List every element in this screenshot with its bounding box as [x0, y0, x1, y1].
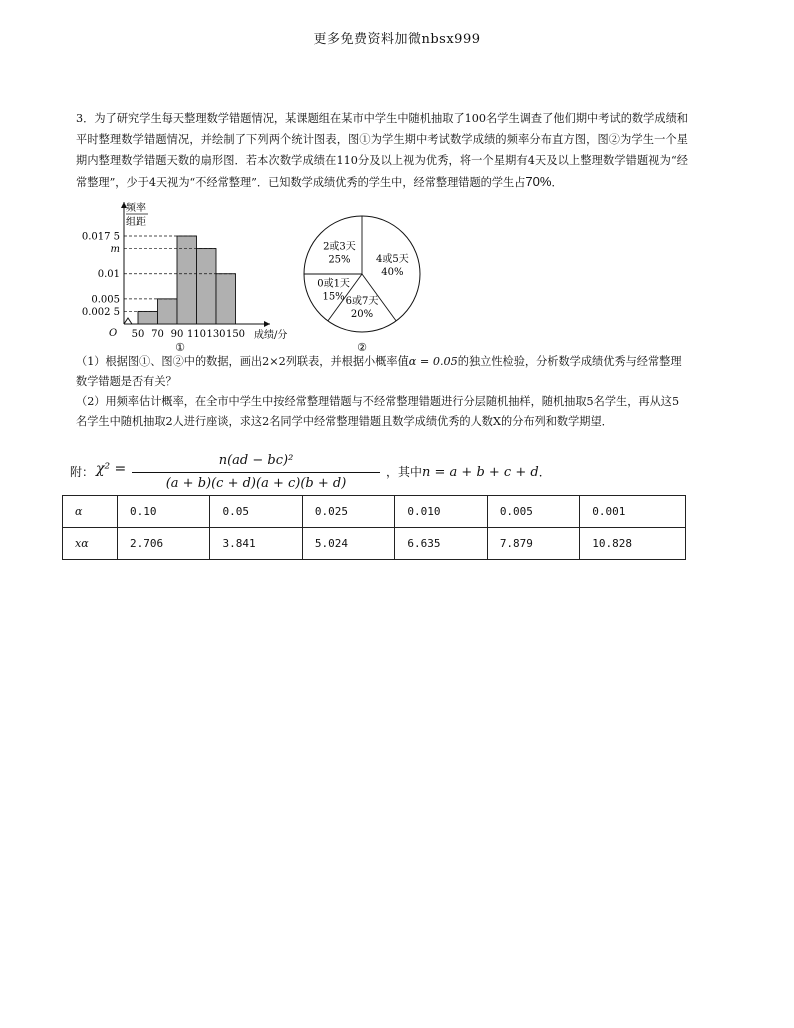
- table-cell: 0.10: [118, 496, 210, 528]
- table-cell: 3.841: [210, 528, 302, 560]
- table-cell: 0.001: [580, 496, 686, 528]
- q1-before: （1）根据图①、图②中的数据，画出2×2列联表，并根据小概率值: [76, 355, 409, 368]
- histogram-bar: [216, 274, 236, 324]
- table-cell: 0.05: [210, 496, 302, 528]
- x-tick-label: 70: [151, 329, 164, 340]
- formula-label: 附：: [70, 465, 95, 479]
- pie-slice-percent: 25%: [328, 254, 351, 266]
- origin-label: O: [109, 328, 118, 339]
- table-cell: 2.706: [118, 528, 210, 560]
- y-tick-label: 0.005: [91, 294, 120, 306]
- table-row: [63, 528, 686, 560]
- problem-intro: 为了研究学生每天整理数学错题情况，某课题组在某市中学生中随机抽取了100名学生调查了他们期中考试的数学成绩和平时整理数学错题情况，并绘制了下列两个统计图表，图①为学生期中考试数学成绩的频率分布直方图，图②为学生一个星期内整理数学错题天数的扇形图．若本次数学成绩在110分及以上视为优秀，将一个星期有4天及以上整理数学错题视为“经常整理”，少于4天视为“不经常整理”．已知数学成绩优秀的学生中，经常整理错题的学生占: [76, 112, 688, 189]
- figures: [70, 196, 450, 356]
- pie-slice-percent: 20%: [350, 308, 374, 320]
- axis-break: [124, 318, 132, 324]
- pie-caption: ②: [357, 341, 367, 354]
- histogram-caption: ①: [175, 341, 185, 354]
- page-header: 更多免费资料加微nbsx999: [313, 32, 481, 47]
- y-axis-label-bottom: 组距: [126, 217, 146, 228]
- x-tick-label: 130: [206, 329, 226, 340]
- fraction-bar: [132, 472, 380, 473]
- pie-chart: [304, 216, 420, 354]
- y-tick-label: 0.01: [97, 269, 120, 281]
- pie-slice-label: 4或5天: [375, 254, 409, 266]
- table-head-alpha: α: [63, 496, 118, 528]
- q2-text: （2）用频率估计概率，在全市中学生中按经常整理错题与不经常整理错题进行分层随机抽样，随机抽取5名学生，再从这5名学生中随机抽取2人进行座谈，求这2名同学中经常整理错题且数学成绩优秀的人数X的分布列和数学期望．: [76, 395, 680, 428]
- table-cell: 0.005: [487, 496, 579, 528]
- table-cell: 10.828: [580, 528, 686, 560]
- x-tick-label: 150: [225, 329, 246, 340]
- problem-number: 3．: [76, 112, 95, 125]
- q1-after: 的独立性检验，分析数学成绩优秀与经常整理数学错题是否有关？: [76, 355, 682, 388]
- formula-fraction: [132, 452, 380, 493]
- x-axis-label: 成绩/分: [254, 330, 288, 341]
- formula-chi: χ² =: [96, 461, 127, 477]
- x-tick-label: 110: [186, 329, 207, 340]
- table-cell: 6.635: [395, 528, 487, 560]
- y-tick-label: 0.017 5: [81, 231, 120, 243]
- x-tick-label: 50: [131, 329, 145, 340]
- y-tick-label: m: [110, 244, 120, 256]
- histogram-bar: [138, 311, 158, 324]
- table-cell: 0.010: [395, 496, 487, 528]
- figures-svg: [70, 196, 450, 356]
- table-cell: 5.024: [302, 528, 394, 560]
- critical-value-table: [62, 495, 686, 560]
- intro-end: ．: [551, 176, 563, 189]
- intro-value: 70%: [525, 174, 552, 189]
- table-cell: 0.025: [302, 496, 394, 528]
- pie-slice-label: 0或1天: [317, 278, 350, 290]
- formula-tail-prefix: ，其中: [386, 465, 423, 479]
- formula-numerator: n(ad − bc)²: [218, 453, 294, 468]
- formula-tail-end: ．: [538, 465, 551, 479]
- histogram-bar: [177, 236, 197, 324]
- y-axis-label-top: 频率: [126, 203, 146, 214]
- pie-slice-percent: 40%: [381, 267, 404, 279]
- histogram: [82, 201, 288, 354]
- question-2: [76, 392, 688, 432]
- formula-tail-expr: n = a + b + c + d: [422, 465, 539, 480]
- histogram-bar: [158, 299, 178, 324]
- chi-square-formula: [70, 452, 690, 496]
- table-head-x-alpha: xα: [63, 528, 118, 560]
- table-row: [63, 496, 686, 528]
- table-cell: 7.879: [487, 528, 579, 560]
- x-tick-label: 90: [170, 329, 184, 340]
- question-1: [76, 352, 688, 392]
- pie-slice-label: 6或7天: [345, 295, 379, 307]
- histogram-bar: [197, 249, 217, 324]
- y-tick-label: 0.002 5: [81, 306, 120, 318]
- q1-alpha: α = 0.05: [408, 355, 458, 368]
- pie-slice-label: 2或3天: [323, 241, 356, 253]
- problem-statement: [76, 108, 688, 193]
- pie-slice-percent: 15%: [322, 291, 345, 303]
- formula-denominator: (a + b)(c + d)(a + c)(b + d): [165, 476, 347, 491]
- formula-tail: [386, 463, 551, 480]
